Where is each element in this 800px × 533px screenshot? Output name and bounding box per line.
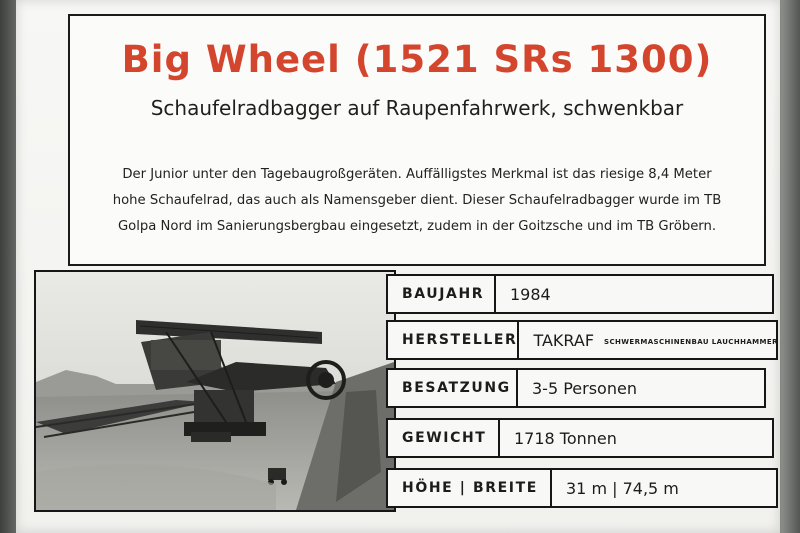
excavator-photo [34, 270, 396, 512]
description-line: Der Junior unter den Tagebaugroßgeräten. Auffälligstes Merkmal ist das riesige 8,4 Meter [122, 167, 712, 182]
information-sign [16, 0, 780, 533]
fact-label: BAUJAHR [388, 276, 496, 312]
fact-row-gewicht [386, 418, 774, 458]
sign-title: Big Wheel (1521 SRs 1300) [121, 38, 713, 81]
description-line: Golpa Nord im Sanierungsbergbau eingesetzt, zudem in der Goitzsche und im TB Gröbern. [117, 219, 717, 234]
manufacturer-name: TAKRAF [533, 330, 595, 350]
fact-row-baujahr [386, 274, 774, 314]
manufacturer-detail: SCHWERMASCHINENBAU LAUCHHAMMER [604, 338, 778, 346]
fact-row-hersteller [386, 320, 778, 360]
fact-value: 31 m | 74,5 m [566, 478, 679, 498]
fact-value: 1984 [510, 284, 551, 304]
sign-text-panel [68, 14, 766, 266]
description-line: hohe Schaufelrad, das auch als Namensgeber dient. Dieser Schaufelradbagger wurde im TB [112, 193, 722, 208]
fact-value: 3-5 Personen [532, 378, 637, 398]
sign-subtitle: Schaufelradbagger auf Raupenfahrwerk, schwenkbar [150, 96, 684, 120]
fact-row-hoehe-breite [386, 468, 778, 508]
fact-row-besatzung [386, 368, 766, 408]
sign-description [94, 162, 740, 240]
fact-value: 1718 Tonnen [514, 428, 617, 448]
fact-label: HÖHE | BREITE [388, 470, 552, 506]
fact-label: BESATZUNG [388, 370, 518, 406]
fact-value [519, 322, 777, 358]
fact-label: HERSTELLER [388, 322, 519, 358]
fact-label: GEWICHT [388, 420, 500, 456]
bucket-wheel-excavator-image [36, 272, 394, 510]
